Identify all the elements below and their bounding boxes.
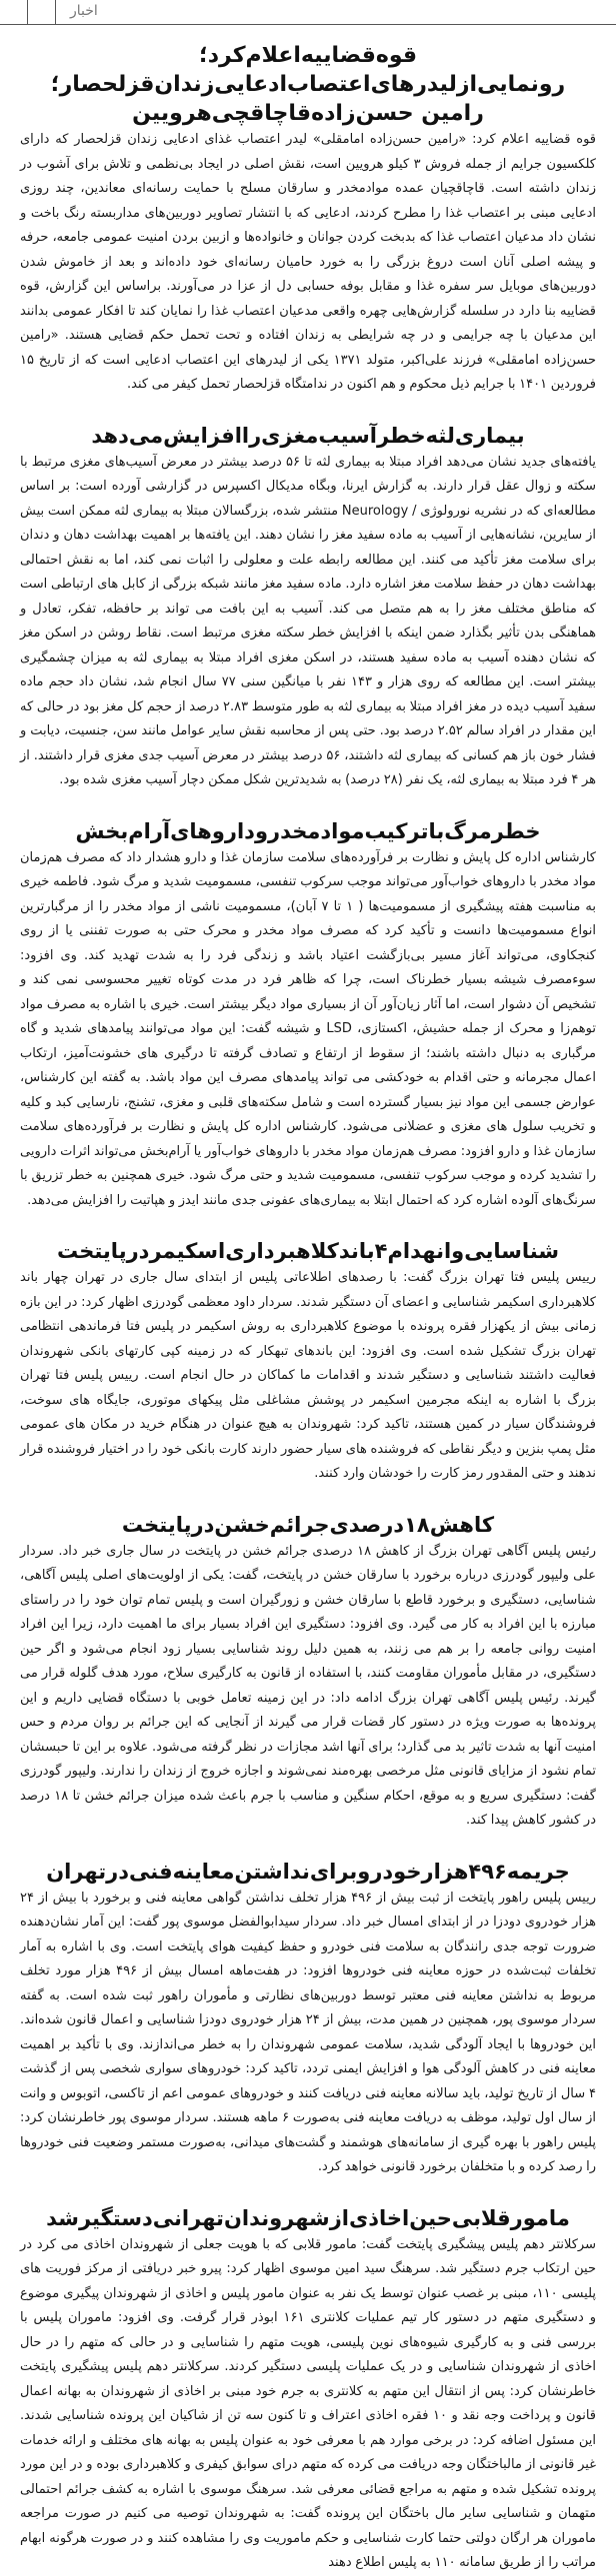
article-body: کارشناس اداره کل پایش و نظارت بر فرآورده‌های سلامت سازمان غذا و دارو هشدار داد که مصرف هم‌زمان مواد مخدر با داروهای خواب‌آور می‌تواند موجب سرکوب تنفسی، مسمومیت شدید و مرگ شود. فاطمه خیری به مناسبت هفته پیشگیری از مسمومیت‌ها ( ۱ تا ۷ آبان)، مسمومیت ناشی از مواد مخدر را از مرگبارترین انواع مسمومیت‌ها دانست و تأکید کرد که مصرف مواد مخدر و محرک حتی به صورت تفننی یا از روی کنجکاوی، می‌تواند آغاز مسیر بی‌بازگشت اعتیاد باشد و زندگی فرد را به شدت تهدید کند. وی افزود: سوءمصرف شیشه بسیار خطرناک است، چرا که ظاهر فرد در مدت کوتاه تغییر محسوسی نمی کند و تشخیص آن دشوار است، اما آثار زیان‌آور آن از بسیاری مواد دیگر بیشتر است. خیری با اشاره به مصرف مواد توهم‌زا و محرک از جمله حشیش، اکستازی، LSD و شیشه گفت: این مواد می‌توانند پیامدهای شدید و گاه مرگباری به دنبال داشته باشند؛ از سقوط از ارتفاع و تصادف گرفته تا درگیری های خشونت‌آمیز، ارتکاب اعمال مجرمانه و حتی اقدام به خودکشی می تواند پیامدهای مصرف این مواد باشد. به گفته این کارشناس، عوارض جسمی این مواد نیز بسیار گسترده است و شامل سکته‌های قلبی و مغزی، تشنج، نارسایی کبد و کلیه و تخریب سلول های مغزی و عضلانی می‌شود. کارشناس اداره کل پایش و نظارت بر فرآورده‌های سلامت سازمان غذا و دارو افزود: مصرف هم‌زمان مواد مخدر با داروهای خواب‌آور یا آرام‌بخش می‌تواند اثرات دارویی را تشدید کرده و موجب سرکوب تنفسی، مسمومیت شدید و حتی مرگ شود. خیری همچنین به خطر تزریق با سرنگ‌های آلوده اشاره کرد که احتمال ابتلا به بیماری‌های عفونی جدی مانند ایدز و هپاتیت را افزایش می‌دهد.	[20, 849, 596, 1208]
article-body: قوه قضاییه اعلام کرد: «رامین حسن‌زاده امامقلی» لیدر اعتصاب غذای ادعایی زندان قزلحصار که دارای کلکسیون جرایم از جمله فروش ۳ کیلو هرویین است، نقش اصلی در ایجاد بی‌نظمی و تلاش برای آشوب در زندان داشته است. قاچاقچیان عمده موادمخدر و سارقان مسلح با حمایت رسانه‌ای معاندین، چند روزی ادعایی مبنی بر اعتصاب غذا را مطرح کردند، ادعایی که با انتشار تصاویر دوربین‌های مداربسته رنگ باخت و نشان داد مدعیان اعتصاب غذا که بدبخت کردن جوانان و خانواده‌ها و ازبین بردن امنیت عمومی جامعه، حرفه و پیشه اصلی آنان است دروغ بزرگی را به خورد حامیان رسانه‌ای خود داده‌اند و بعد از خاموش شدن دوربین‌های موبایل سر سفره غذا و مقابل بوفه حسابی دل از عزا در می‌آورند. براساس این گزارش، قوه قضاییه بنا دارد در سلسله گزارش‌هایی چهره واقعی مدعیان اعتصاب غذا را نمایان کند تا افکار عمومی بدانند این مدعیان با چه جرایمی و در چه شرایطی به زندان افتاده و تحت تحمل حکم قضایی هستند. «رامین حسن‌زاده امامقلی» فرزند علی‌اکبر، متولد ۱۳۷۱ یکی از لیدرهای این اعتصاب ادعایی است که از تاریخ ۱۵ فروردین ۱۴۰۱ با جرایم ذیل محکوم و هم اکنون در ندامتگاه قزلحصار تحمل کیفر می کند.	[20, 132, 596, 392]
article-headline: بیماری‌لثه‌خطرآسیب‌مغزی‌راافزایش‌می‌دهد	[91, 423, 525, 448]
article-headline: مامورقلابی‌حین‌اخاذی‌ازشهروندان‌تهرانی‌دستگیرشد	[46, 2205, 570, 2230]
article-body: رئیس پلیس آگاهی تهران بزرگ از کاهش ۱۸ درصدی جرائم خشن در پایتخت در سال جاری خبر داد. سردار علی ولیپور گودرزی درباره برخورد با سارقان خشن در پایتخت، گفت: یکی از اولویت‌های اصلی پلیس آگاهی، شناسایی، دستگیری و برخورد قاطع با سارقان خشن و زورگیران است و پلیس تمام توان خود را در راستای مبارزه با این افراد به کار می گیرد. وی افزود: دستگیری این افراد بسیار برای ما اهمیت دارد، زیرا این افراد امنیت روانی جامعه را بر هم می زنند، به همین دلیل روند شناسایی بسیار زود انجام می‌شود و اگر حین دستگیری، در مقابل مأموران مقاومت کنند، با استفاده از قانون به کارگیری سلاح، مورد هدف گلوله قرار می گیرند. رئیس پلیس آگاهی تهران بزرگ ادامه داد: در این زمینه تعامل خوبی با دستگاه قضایی داریم و این پرونده‌ها به صورت ویژه در دستور کار قضات قرار می گیرند از آنجایی که این جرائم بر روان مردم و حس امنیت آنها به شدت تاثیر بد می گذارد؛ برای آنها اشد مجازات در نظر گرفته می‌شود. علاوه بر این تا حبسشان تمام نشود از مزایای قانونی مثل مرخصی بهره‌مند نمی‌شوند و اجازه خروج از زندان را ندارند. ولیپور گودرزی گفت: دستگیری سریع و به موقع، احکام سنگین و مناسب با جرم باعث شده میزان جرائم خشن تا ۱۸ درصد در کشور کاهش پیدا کند.	[20, 1543, 596, 1828]
article-headline: قوه‌قضاییه‌اعلام‌کرد؛رونمایی‌ازلیدرهای‌اعتصاب‌ادعایی‌زندان‌قزلحصار؛رامین حسن‌زاده‌قاچاقچی‌هرویین	[50, 43, 566, 126]
header-divider	[27, 0, 28, 25]
news-article	[20, 2203, 596, 2576]
article-headline: کاهش۱۸درصدی‌جرائم‌خشن‌درپایتخت	[121, 1512, 495, 1537]
news-article	[20, 1857, 596, 2180]
article-headline: جریمه۴۹۶هزارخودروبرای‌نداشتن‌معاینه‌فنی‌درتهران	[46, 1859, 570, 1884]
page-header	[0, 0, 616, 25]
article-body: رییس پلیس راهور پایتخت از ثبت بیش از ۴۹۶ هزار تخلف نداشتن گواهی معاینه فنی و برخورد با بیش از ۲۴ هزار خودروی دودزا در از ابتدای امسال خبر داد. سردار سیدابوالفضل موسوی پور گفت: این آمار نشان‌دهنده ضرورت توجه جدی رانندگان به سلامت فنی خودرو و حفظ کیفیت هوای پایتخت است. وی با اشاره به آمار تخلفات ثبت‌شده در حوزه معاینه فنی خودروها افزود: در هفت‌ماهه امسال بیش از ۴۹۶ هزار مورد تخلف مربوط به نداشتن معاینه فنی معتبر توسط دوربین‌های نظارتی و مأموران راهور ثبت شده است. به گفته سردار موسوی پور، همچنین در همین مدت، بیش از ۲۴ هزار خودروی دودزا شناسایی و اعمال قانون شده‌اند. این خودروها با ایجاد آلودگی شدید، سلامت عمومی شهروندان را به خطر می‌اندازند. وی با تأکید بر اهمیت معاینه فنی در کاهش آلودگی هوا و افزایش ایمنی تردد، تاکید کرد: خودروهای سواری شخصی پس از گذشت ۴ سال از تاریخ تولید، باید سالانه معاینه فنی دریافت کنند و خودروهای عمومی اعم از تاکسی، اتوبوس و وانت از سال اول تولید، موظف به دریافت معاینه فنی به‌صورت ۶ ماهه هستند. سردار موسوی پور خاطرنشان کرد: پلیس راهور با بهره گیری از سامانه‌های هوشمند و گشت‌های میدانی، به‌صورت مستمر وضعیت فنی خودروها را رصد کرده و با متخلفان برخورد قانونی خواهد کرد.	[20, 1890, 596, 2174]
news-page	[0, 25, 616, 2576]
news-article	[20, 1510, 596, 1834]
news-article	[20, 25, 596, 398]
header-divider	[55, 0, 56, 25]
news-article	[20, 421, 596, 793]
article-headline: خطرمرگ‌باترکیب‌موادمخدرو‌داروهای‌آرام‌بخش	[75, 818, 541, 843]
news-article	[20, 816, 596, 1214]
news-article	[20, 1236, 596, 1487]
section-label: اخبار	[70, 3, 98, 19]
article-body: یافته‌های جدید نشان می‌دهد افراد مبتلا به بیماری لثه تا ۵۶ درصد بیشتر در معرض آسیب‌های مغزی مرتبط با سکته و زوال عقل قرار دارند. به گزارش ایرنا، وبگاه مدیکال اکسپرس در گزارشی آورده است: بر اساس مطالعه‌ای که در نشریه نورولوژی / Neurology منتشر شده، بزرگسالان مبتلا به بیماری لثه ممکن است بیش از سایرین، نشانه‌هایی از آسیب به ماده سفید مغز را نشان دهند. این یافته‌ها بر اهمیت بهداشت دهان و دندان برای سلامت مغز تأکید می کنند. این مطالعه رابطه علت و معلولی را اثبات نمی کند، اما به نقش احتمالی بهداشت دهان در حفظ سلامت مغز اشاره دارد. ماده سفید مغز مانند شبکه بزرگی از کابل های ارتباطی است که مناطق مختلف مغز را به هم متصل می کند. آسیب به این بافت می تواند بر حافظه، تفکر، تعادل و هماهنگی بدن تأثیر بگذارد ضمن اینکه با افزایش خطر سکته مغزی مرتبط است. نقاط روشن در اسکن مغز که نشان دهنده آسیب به ماده سفید هستند، در اسکن مغزی افراد مبتلا به بیماری لثه به میزان چشمگیری بیشتر است. این مطالعه که روی هزار و ۱۴۳ نفر با میانگین سنی ۷۷ سال انجام شد، نشان داد حجم ماده سفید آسیب دیده در مغز افراد مبتلا به بیماری لثه به طور متوسط ۲.۸۳ درصد از حجم کل مغز بود در حالی که این مقدار در افراد سالم ۲.۵۲ درصد بود. حتی پس از محاسبه نقش سایر عوامل مانند سن، جنسیت، دیابت و فشار خون باز هم کسانی که بیماری لثه داشتند، ۵۶ درصد بیشتر در معرض آسیب جدی مغزی قرار داشتند. از هر ۴ فرد مبتلا به بیماری لثه، یک نفر (۲۸ درصد) به شدیدترین شکل ممکن دچار آسیب مغزی شده بود.	[20, 454, 597, 787]
article-headline: شناسایی‌وانهدام۴باندکلاهبرداری‌اسکیمردرپایتخت	[56, 1239, 559, 1263]
article-body: سرکلانتر دهم پلیس پیشگیری پایتخت گفت: مامور قلابی که با هویت جعلی از شهروندان اخاذی می کرد در حین ارتکاب جرم دستگیر شد. سرهنگ سید امین موسوی اظهار کرد: پیرو خبر دریافتی از مرکز فوریت های پلیسی ۱۱۰، مبنی بر غصب عنوان توسط یک نفر به عنوان مامور پلیس و اخاذی از شهروندان پیگیری موضوع و دستگیری متهم در دستور کار تیم عملیات کلانتری ۱۶۱ ابوذر قرار گرفت. وی افزود: ماموران پلیس با بررسی فنی و به کارگیری شیوه‌های نوین پلیسی، هویت متهم را شناسایی و در حالی که متهم را در حال اخاذی از شهروندان شناسایی و در یک عملیات پلیسی دستگیر کردند. سرکلانتر دهم پلیس پیشگیری پایتخت خاطرنشان کرد: پس از انتقال این متهم به کلانتری به جرم خود مبنی بر اخاذی از شهروندان به بهانه اعمال قانون و پرداخت وجه نقد و ۱۰ فقره اخاذی اعتراف و تا کنون سه تن از شاکیان این پرونده شناسایی شدند. این مسئول اضافه کرد: در برخی موارد هم با معرفی خود به عنوان پلیس به بهانه های مختلف و ارائه خدمات غیر قانونی از مالباختگان وجه دریافت می کرده که متهم درای سوابق کیفری و کلاهبرداری بوده و در این مورد پرونده تشکیل شده و متهم به مراجع قضائی معرفی شد. سرهنگ موسوی با اشاره به کشف جرائم احتمالی متهمان و شناسایی سایر مال باختگان این پرونده گفت: به شهروندان توصیه می کنیم در صورت مراجعه ماموران هر ارگان دولتی حتما کارت شناسایی و حکم ماموریت وی را مشاهده کنند و در صورت هرگونه ابهام مراتب را از طریق سامانه ۱۱۰ به پلیس اطلاع دهند	[20, 2236, 597, 2570]
article-body: رییس پلیس فتا تهران بزرگ گفت: با رصدهای اطلاعاتی پلیس از ابتدای سال جاری در تهران چهار باند کلاهبرداری اسکیمر شناسایی و اعضای آن دستگیر شدند. سردار داود معظمی گودرزی اظهار کرد: در این بازه زمانی بیش از یکهزار فقره پرونده با موضوع کلاهبرداری به روش اسکیمر در پلیس فتا فرماندهی انتظامی تهران بزرگ تشکیل شده است. وی افزود: این باندهای تبهکار که در زمینه کپی کارتهای بانکی شهروندان فعالیت داشتند شناسایی و دستگیر شدند و اقدامات ما کماکان در حال انجام است. رییس پلیس فتا تهران بزرگ با اشاره به اینکه مجرمین اسکیمر در پوشش مشاغلی مثل پیکهای موتوری، جایگاه های سوخت، فروشندگان سیار در کمین هستند، تاکید کرد: شهروندان به هیچ عنوان در هنگام خرید در مکان های عمومی مثل پمپ بنزین و دیگر نقاطی که فروشنده های سیار حضور دارند کارت بانکی خود را در اختیار فروشنده قرار ندهند و حتی المقدور رمز کارت را خودشان وارد کنند.	[20, 1270, 596, 1481]
